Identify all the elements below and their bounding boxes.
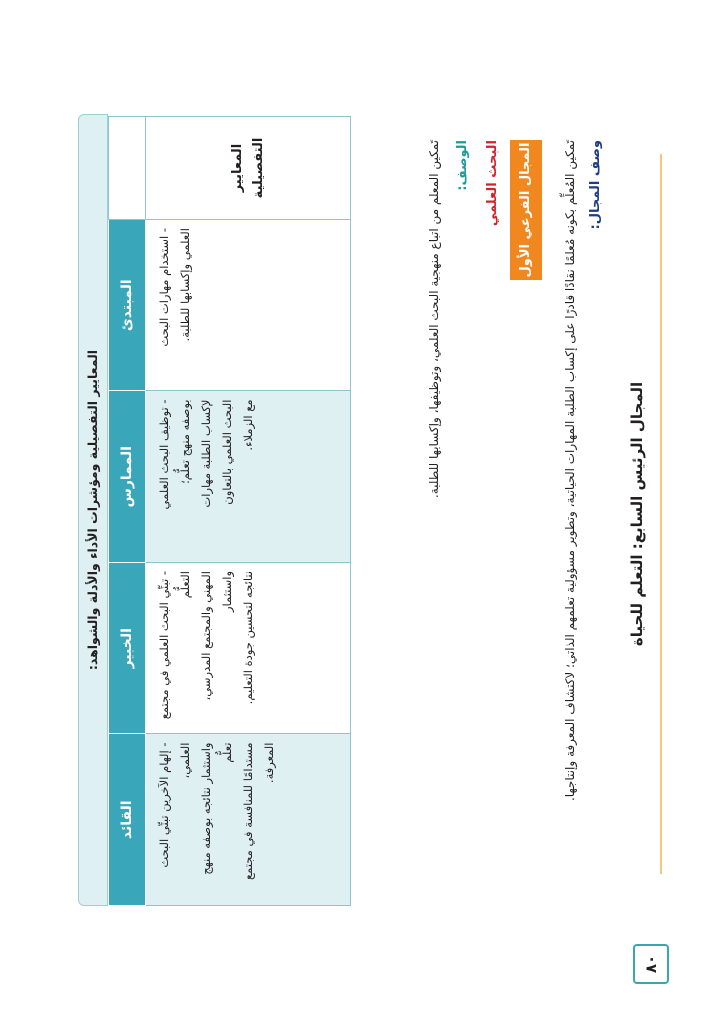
header-leader: القائد xyxy=(109,734,146,906)
cell-line: العلمي وإكسابها للطلبة. xyxy=(178,228,192,342)
subdomain-description-label: الوصف: xyxy=(455,140,470,191)
table-row xyxy=(146,117,351,906)
cell-practitioner xyxy=(146,391,351,563)
criteria-table-section xyxy=(78,116,366,906)
table-caption: المعايير التفصيلية ومؤشرات الأداء والأدلة والشواهد: xyxy=(78,114,108,906)
subdomain-description-text: تَمكين المعلم من اتباع منهجية البحث العلمي، وتوظيفها، وإكسابها للطلبة. xyxy=(427,140,441,499)
row-label-line: التفصيلية xyxy=(251,137,266,199)
criteria-table xyxy=(108,116,351,906)
header-practitioner: الممارس xyxy=(109,391,146,563)
cell-line: نتائجه لتحسين جودة التعليم. xyxy=(241,571,255,705)
cell-line: المهني والمجتمع المدرسي، واستثمار xyxy=(199,571,234,701)
page-title: المجال الرئيس السابع: التعلم للحياة xyxy=(628,381,646,647)
cell-line: - تبنِّي البحث العلمي في مجتمع التعلُّم xyxy=(157,571,192,720)
domain-description-label: وصف المجال: xyxy=(588,140,603,230)
subdomain-badge: المجال الفرعي الأول xyxy=(510,140,542,280)
header-beginner: المبتدئ xyxy=(109,220,146,392)
cell-line: البحث العلمي بالتعاون xyxy=(220,399,234,505)
cell-line: - استخدام مهارات البحث xyxy=(157,228,171,347)
header-expert: الخبير xyxy=(109,563,146,735)
table-corner-cell xyxy=(109,117,146,220)
cell-leader xyxy=(146,734,351,906)
cell-beginner xyxy=(146,220,351,392)
cell-line: لإكساب الطلبة مهارات xyxy=(199,399,213,508)
cell-line: مع الزملاء. xyxy=(241,399,255,451)
cell-expert xyxy=(146,563,351,735)
subdomain-name: البحث العلمي xyxy=(485,140,500,227)
row-label-line: المعايير xyxy=(230,143,245,193)
table-header-row xyxy=(109,117,146,906)
cell-line: مستدامًا للمنافسة في مجتمع المعرفة. xyxy=(241,742,276,881)
domain-description-text: تَمكين المُعلِّم بكونه مُعلمًا نقادًا قادرًا على إكساب الطلبة المهارات الحياتية، وتطوير مسؤولية تعلمهم الذاتي؛ لاكتشاف المعرفة وإنتاجها. xyxy=(563,140,577,802)
cell-line: واستثمار نتائجه بوصفه منهج تعلُّم xyxy=(199,742,234,875)
page-number: ٨٠ xyxy=(633,944,669,984)
cell-line: - توظيف البحث العلمي xyxy=(157,399,171,510)
cell-line: - إلهام الآخرين تبنِّي البحث العلمي، xyxy=(157,742,192,868)
row-label-criteria xyxy=(146,117,351,220)
cell-line: بوصفه منهج تعلُّم؛ xyxy=(178,399,192,484)
